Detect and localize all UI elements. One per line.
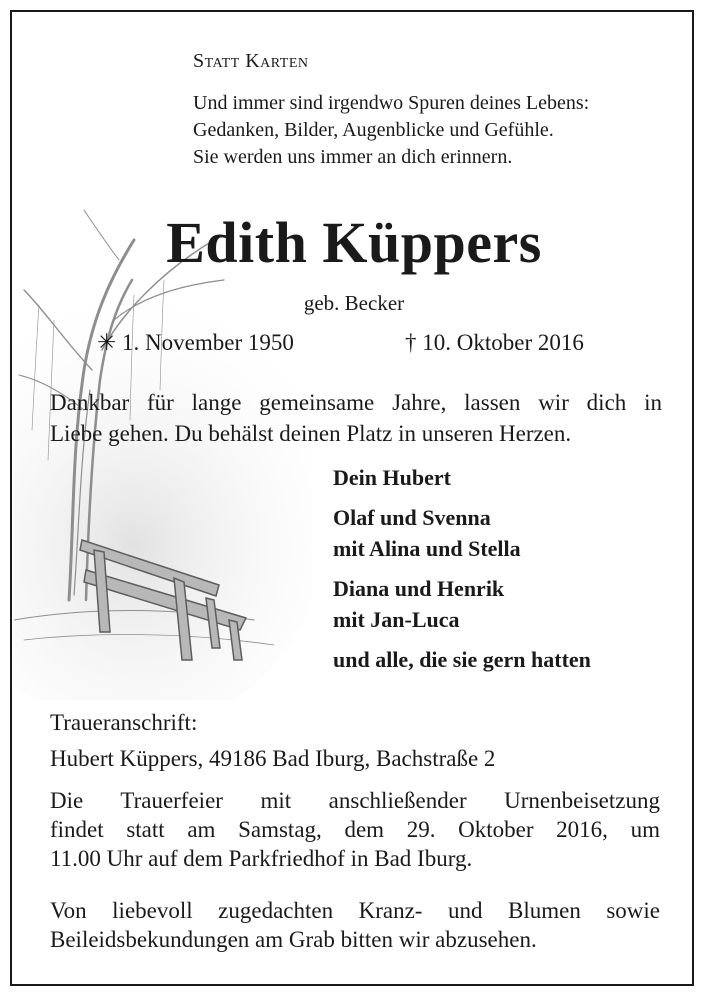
maiden-name: geb. Becker: [303, 291, 405, 315]
death-date: † 10. Oktober 2016: [405, 330, 584, 355]
service-info: [50, 786, 660, 873]
mourner-group: [333, 502, 591, 564]
flowers-line: Von liebevoll zugedachten Kranz- und Blumen sowie: [50, 898, 660, 923]
service-line: Die Trauerfeier mit anschließender Urnenbeisetzung: [50, 788, 660, 813]
motto-line: Gedanken, Bilder, Augenblicke und Gefühle.: [193, 119, 554, 141]
service-line: findet statt am Samstag, dem 29. Oktober 2016, um: [50, 817, 660, 842]
statt-karten-heading: Statt Karten: [193, 50, 309, 72]
mourner-group: [333, 644, 591, 675]
mourner-group: [333, 573, 591, 635]
flowers-request: [50, 896, 660, 954]
mourner-line: mit Jan-Luca: [333, 607, 460, 632]
mourners-list: [333, 462, 591, 684]
service-line: 11.00 Uhr auf dem Parkfriedhof in Bad Iburg.: [50, 846, 473, 871]
mourner-line: Diana und Henrik: [333, 576, 505, 601]
mourner-line: und alle, die sie gern hatten: [333, 647, 591, 672]
address-text: Hubert Küppers, 49186 Bad Iburg, Bachstraße 2: [50, 746, 496, 771]
gratitude-message: [50, 387, 662, 449]
mourner-group: [333, 462, 591, 493]
address-label: Traueranschrift:: [50, 710, 198, 735]
mourner-line: mit Alina und Stella: [333, 536, 521, 561]
motto-line: Sie werden uns immer an dich erinnern.: [193, 146, 513, 168]
motto-verse: [193, 90, 673, 171]
mourner-line: Dein Hubert: [333, 465, 451, 490]
message-line: Dankbar für lange gemeinsame Jahre, lassen wir dich in: [50, 390, 662, 415]
mourner-line: Olaf und Svenna: [333, 505, 491, 530]
birth-date: ✳ 1. November 1950: [97, 330, 294, 355]
motto-line: Und immer sind irgendwo Spuren deines Lebens:: [193, 92, 590, 114]
deceased-name: Edith Küppers: [166, 210, 542, 275]
message-line: Liebe gehen. Du behälst deinen Platz in unseren Herzen.: [50, 421, 572, 446]
flowers-line: Beileidsbekundungen am Grab bitten wir abzusehen.: [50, 927, 537, 952]
